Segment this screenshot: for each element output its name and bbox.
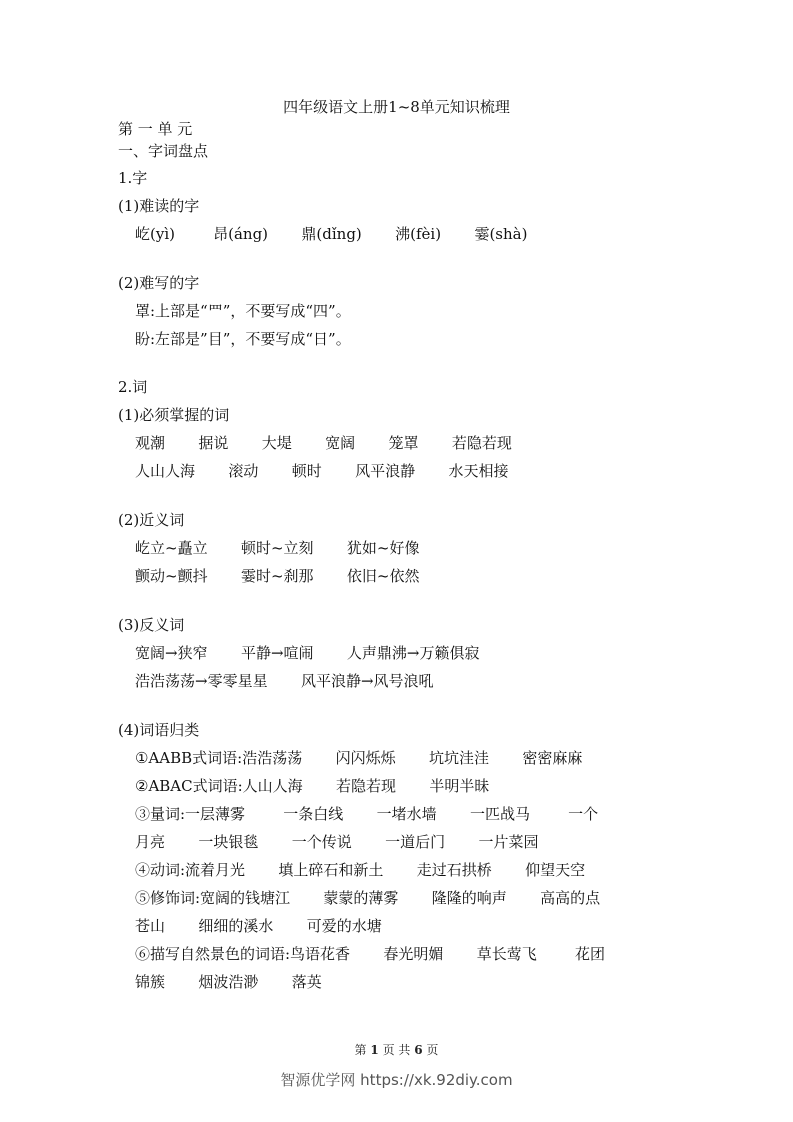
content-line: 锦簇 烟波浩渺 落英 xyxy=(135,973,322,991)
subsection-heading: 1.字 xyxy=(118,169,148,187)
item-heading: (4)词语归类 xyxy=(118,721,200,739)
content-line: 苍山 细细的溪水 可爱的水塘 xyxy=(135,917,382,935)
footer-prefix: 第 xyxy=(354,1043,367,1057)
footer-total-pages: 6 xyxy=(414,1043,423,1057)
footer-mid: 页 共 xyxy=(382,1043,411,1057)
content-line: 屹立~矗立 顿时~立刻 犹如~好像 xyxy=(135,539,420,557)
footer-page-number: 1 xyxy=(370,1043,379,1057)
content-line: 浩浩荡荡→零零星星 风平浪静→风号浪吼 xyxy=(135,672,434,690)
content-line: ⑤修饰词:宽阔的钱塘江 蒙蒙的薄雾 隆隆的响声 高高的点 xyxy=(135,889,601,907)
subsection-heading: 2.词 xyxy=(118,378,148,396)
content-line: 盼:左部是”目”，不要写成“日”。 xyxy=(135,330,351,348)
content-line: 颤动~颤抖 霎时~刹那 依旧~依然 xyxy=(135,567,420,585)
item-heading: (2)难写的字 xyxy=(118,274,200,292)
content-line: ④动词:流着月光 填上碎石和新土 走过石拱桥 仰望天空 xyxy=(135,861,586,879)
item-heading: (2)近义词 xyxy=(118,511,185,529)
content-line: ②ABAC式词语:人山人海 若隐若现 半明半昧 xyxy=(135,777,490,795)
document-title: 四年级语文上册1~8单元知识梳理 xyxy=(283,98,510,116)
content-line: ③量词:一层薄雾 一条白线 一堵水墙 一匹战马 一个 xyxy=(135,805,599,823)
page-footer xyxy=(0,1041,793,1059)
content-line: ①AABB式词语:浩浩荡荡 闪闪烁烁 坑坑洼洼 密密麻麻 xyxy=(135,749,583,767)
section-heading: 一、字词盘点 xyxy=(118,142,209,160)
content-line: ⑥描写自然景色的词语:鸟语花香 春光明媚 草长莺飞 花团 xyxy=(135,945,605,963)
item-heading: (1)必须掌握的词 xyxy=(118,406,230,424)
unit-heading: 第 一 单 元 xyxy=(118,120,193,138)
content-line: 宽阔→狭窄 平静→喧闹 人声鼎沸→万籁俱寂 xyxy=(135,644,480,662)
item-heading: (1)难读的字 xyxy=(118,197,200,215)
footer-suffix: 页 xyxy=(426,1043,439,1057)
content-line: 人山人海 滚动 顿时 风平浪静 水天相接 xyxy=(135,462,509,480)
item-heading: (3)反义词 xyxy=(118,616,185,634)
watermark-text: 智源优学网 https://xk.92diy.com xyxy=(280,1071,513,1089)
content-line: 月亮 一块银毯 一个传说 一道后门 一片菜园 xyxy=(135,833,539,851)
content-line: 观潮 据说 大堤 宽阔 笼罩 若隐若现 xyxy=(135,434,512,452)
content-line: 屹(yì) 昂(áng) 鼎(dǐng) 沸(fèi) 霎(shà) xyxy=(135,225,528,243)
content-line: 罩:上部是“罒”，不要写成“四”。 xyxy=(135,302,351,320)
